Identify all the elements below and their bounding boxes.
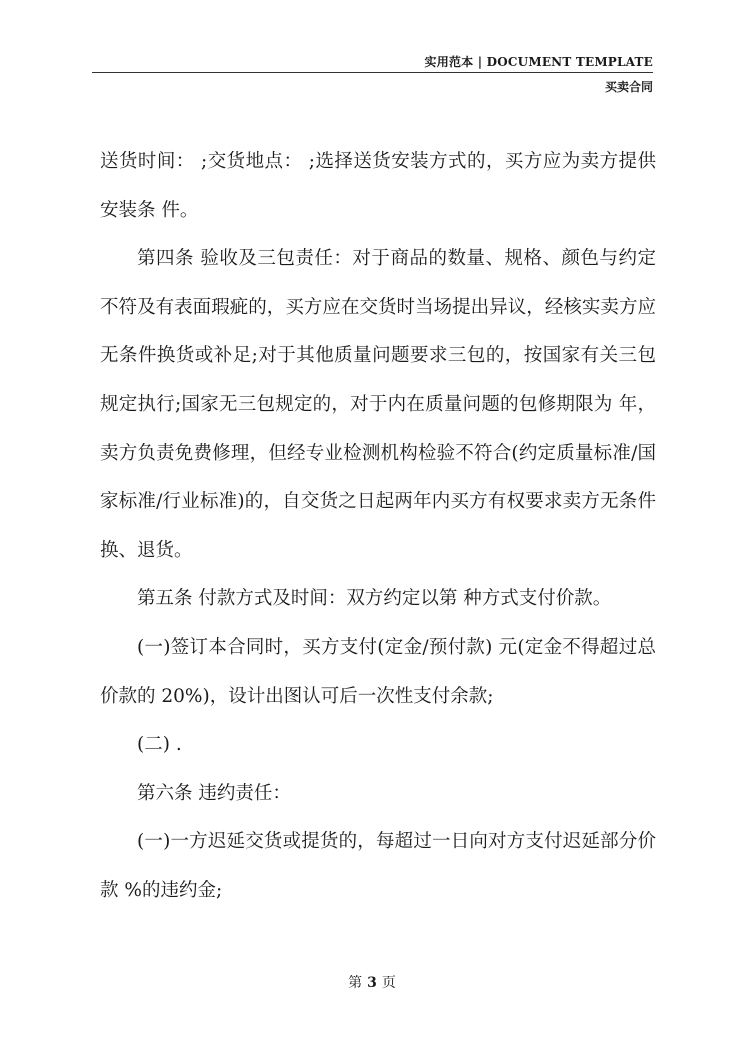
paragraph-article-5-item-2: (二) . <box>137 734 182 756</box>
page-label-prefix: 第 <box>348 975 363 991</box>
header-divider <box>92 72 653 73</box>
page-header <box>0 0 744 100</box>
paragraph-article-5-item-1: (一)签订本合同时，买方支付(定金/预付款) 元(定金不得超过总价款的 20%)，设计出图认可后一次性支付余款; <box>100 636 656 707</box>
paragraph-article-5: 第五条 付款方式及时间：双方约定以第 种方式支付价款。 <box>137 588 612 610</box>
paragraph-article-6-item-1: (一)一方迟延交货或提货的，每超过一日向对方支付迟延部分价款 %的违约金; <box>100 831 656 901</box>
header-title: 实用范本 | DOCUMENT TEMPLATE <box>424 55 653 69</box>
paragraph-article-4: 第四条 验收及三包责任：对于商品的数量、规格、颜色与约定不符及有表面瑕疵的，买方应在交货时当场提出异议，经核实卖方应无条件换货或补足;对于其他质量问题要求三包的，按国家有关三包规定执行;国家无三包规定的，对于内在质量问题的包修期限为 年，卖方负责免费修理，但经专业检测机构检验不符合(约定质量标准/国家标准/行业标准)的，自交货之日起两年内买方有权要求卖方无条件换、退货。 <box>100 248 656 561</box>
page-footer <box>0 972 744 992</box>
paragraph-article-6: 第六条 违约责任： <box>137 782 291 804</box>
paragraph-delivery: 送货时间： ;交货地点： ;选择送货安装方式的，买方应为卖方提供安装条 件。 <box>100 151 656 221</box>
page-number: 3 <box>367 975 377 991</box>
document-body <box>100 138 656 916</box>
page-label-suffix: 页 <box>381 975 396 991</box>
document-type-label: 买卖合同 <box>604 80 653 94</box>
